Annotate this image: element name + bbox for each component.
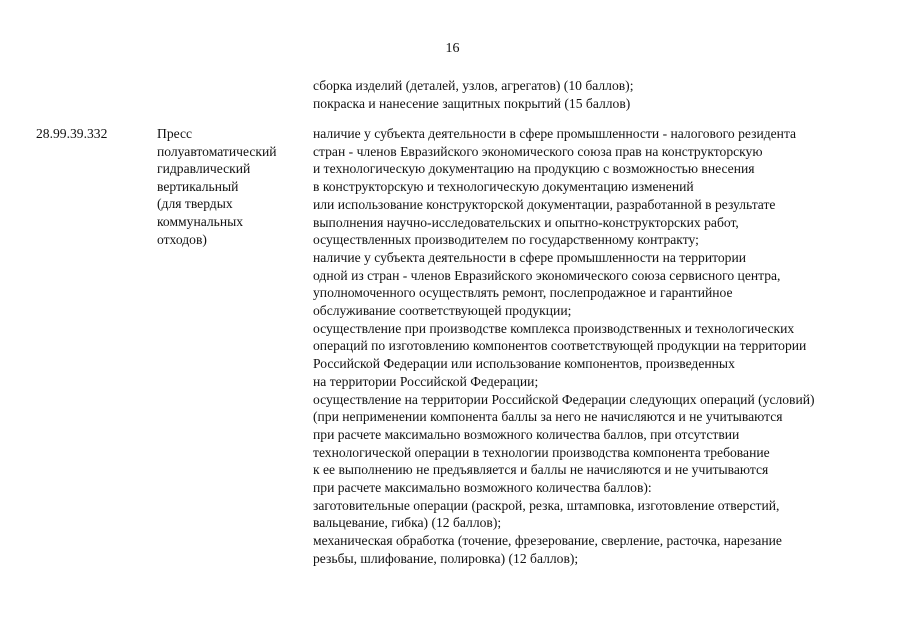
requirement-line: на территории Российской Федерации; (313, 373, 539, 389)
requirement-line: при расчете максимально возможного количества баллов): (313, 480, 652, 496)
requirement-line: в конструкторскую и технологическую документацию изменений (313, 179, 694, 195)
requirement-line: наличие у субъекта деятельности в сфере промышленности - налогового резидента (313, 126, 797, 141)
requirement-line: осуществление на территории Российской Федерации следующих операций (условий) (313, 391, 815, 407)
requirement-line: обслуживание соответствующей продукции; (313, 303, 572, 319)
product-name-line: коммунальных (157, 213, 244, 229)
requirement-line: наличие у субъекта деятельности в сфере промышленности на территории (313, 249, 747, 265)
continuation-line: покраска и нанесение защитных покрытий (15 баллов) (313, 95, 631, 111)
product-name-line: Пресс (157, 126, 193, 141)
product-name-line: (для твердых (157, 196, 233, 212)
continuation-line: сборка изделий (деталей, узлов, агрегатов) (10 баллов); (313, 78, 634, 93)
requirement-line: стран - членов Евразийского экономического союза прав на конструкторскую (313, 143, 763, 159)
requirement-line: выполнения научно-исследовательских и опытно-конструкторских работ, (313, 214, 739, 230)
requirement-line: к ее выполнению не предъявляется и баллы не начисляются и не учитываются (313, 462, 769, 478)
product-name-line: отходов) (157, 231, 207, 247)
continuation-text (313, 77, 633, 112)
requirement-line: Российской Федерации или использование компонентов, произведенных (313, 356, 735, 372)
product-name-line: полуавтоматический (157, 143, 277, 159)
requirement-line: операций по изготовлению компонентов соответствующей продукции на территории (313, 338, 807, 354)
requirement-line: технологической операции в технологии производства компонента требование (313, 444, 770, 460)
product-name (157, 125, 277, 248)
requirement-line: (при неприменении компонента баллы за него не начисляются и не учитываются (313, 409, 783, 425)
product-name-line: гидравлический (157, 161, 251, 177)
product-name-line: вертикальный (157, 178, 239, 194)
requirement-line: и технологическую документацию на продукцию с возможностью внесения (313, 161, 755, 177)
requirement-line: уполномоченного осуществлять ремонт, послепродажное и гарантийное (313, 285, 733, 301)
requirement-line: резьбы, шлифование, полировка) (12 баллов); (313, 550, 579, 566)
requirement-line: при расчете максимально возможного количества баллов, при отсутствии (313, 426, 740, 442)
product-code: 28.99.39.332 (36, 126, 108, 141)
requirement-line: заготовительные операции (раскрой, резка, штамповка, изготовление отверстий, (313, 497, 780, 513)
page-number: 16 (445, 41, 460, 56)
requirement-line: механическая обработка (точение, фрезерование, сверление, расточка, нарезание (313, 533, 782, 549)
requirements-text (313, 125, 815, 568)
requirement-line: осуществление при производстве комплекса производственных и технологических (313, 320, 795, 336)
requirement-line: одной из стран - членов Евразийского экономического союза сервисного центра, (313, 267, 781, 283)
requirement-line: или использование конструкторской документации, разработанной в результате (313, 196, 776, 212)
requirement-line: вальцевание, гибка) (12 баллов); (313, 515, 502, 531)
requirement-line: осуществленных производителем по государственному контракту; (313, 232, 699, 248)
